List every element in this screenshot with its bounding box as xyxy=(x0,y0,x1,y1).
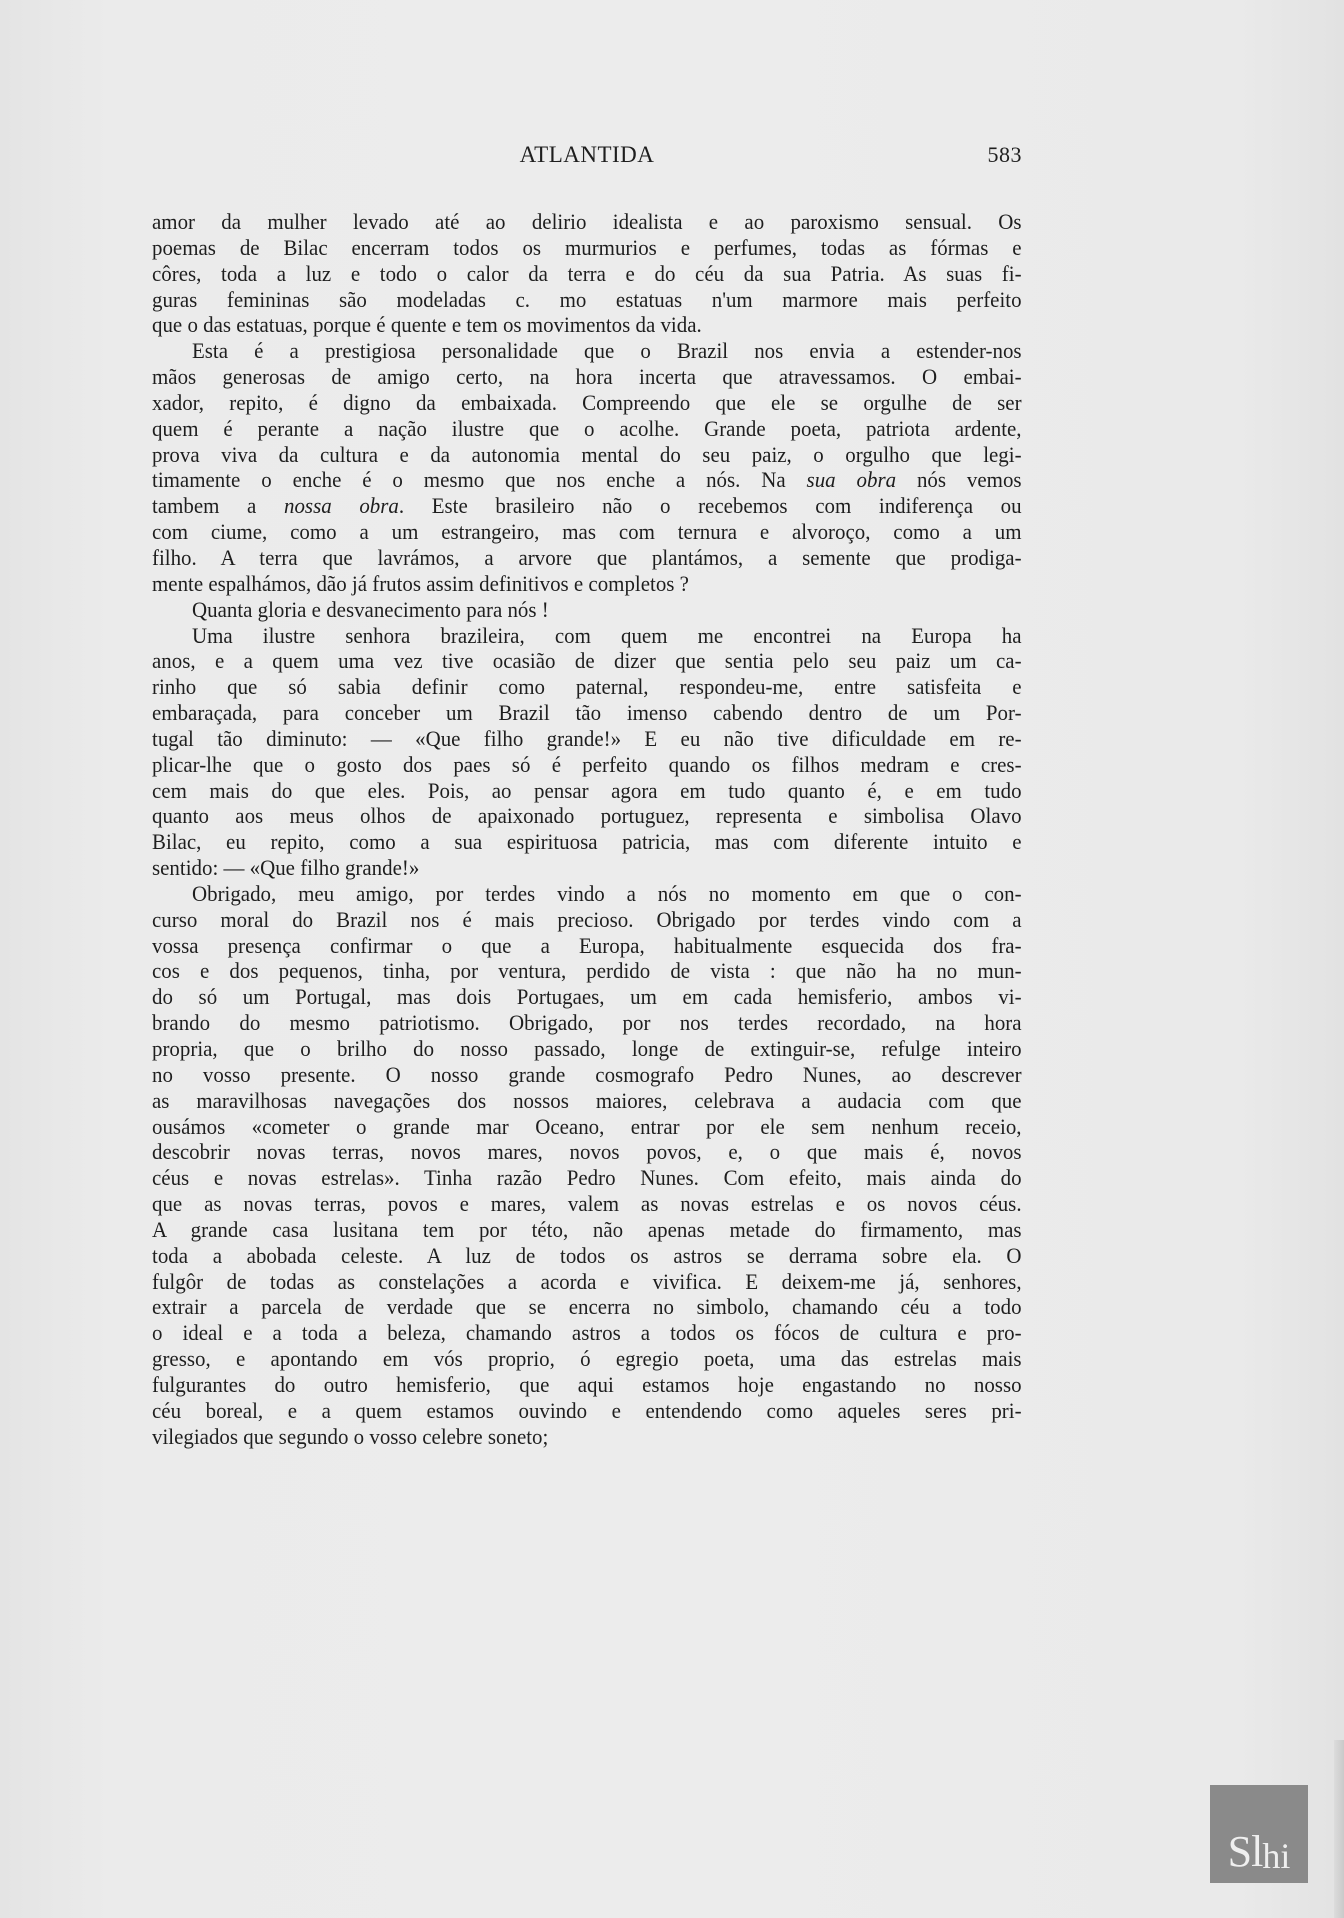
text-line: as maravilhosas navegações dos nossos maiores, celebrava a audacia com que xyxy=(152,1087,1022,1113)
text-line: vilegiados que segundo o vosso celebre soneto; xyxy=(152,1423,549,1449)
text-line: quanto aos meus olhos de apaixonado portuguez, representa e simbolisa Olavo xyxy=(152,803,1022,829)
text-line: céu boreal, e a quem estamos ouvindo e entendendo como aqueles seres pri- xyxy=(152,1397,1022,1423)
text-line: descobrir novas terras, novos mares, novos povos, e, o que mais é, novos xyxy=(152,1139,1022,1165)
text-line: A grande casa lusitana tem por této, não apenas metade do firmamento, mas xyxy=(152,1216,1022,1242)
text-line xyxy=(152,493,1022,519)
text-line: fulgôr de todas as constelações a acorda e vivifica. E deixem-me já, senhores, xyxy=(152,1268,1022,1294)
text-line: prova viva da cultura e da autonomia mental do seu paiz, o orgulho que legi- xyxy=(152,441,1022,467)
paragraph-start-line: Esta é a prestigiosa personalidade que o Brazil nos envia a estender-nos xyxy=(191,338,1022,364)
text-line: curso moral do Brazil nos é mais precioso. Obrigado por terdes vindo com a xyxy=(152,906,1022,932)
text-line: anos, e a quem uma vez tive ocasião de dizer que sentia pelo seu paiz um ca- xyxy=(152,648,1022,674)
page-number: 583 xyxy=(987,142,1022,167)
text-line: ousámos «cometer o grande mar Oceano, entrar por ele sem nenhum receio, xyxy=(152,1113,1022,1139)
text-line: com ciume, como a um estrangeiro, mas com ternura e alvoroço, como a um xyxy=(152,519,1022,545)
text-segment: tambem a xyxy=(152,493,285,519)
text-line: mãos generosas de amigo certo, na hora incerta que atravessamos. O embai- xyxy=(152,364,1022,390)
text-line: propria, que o brilho do nosso passado, longe de extinguir-se, refulge inteiro xyxy=(152,1036,1022,1061)
paragraph-start-line: Obrigado, meu amigo, por terdes vindo a nós no momento em que o con- xyxy=(191,880,1022,906)
text-line: côres, toda a luz e todo o calor da terra e do céu da sua Patria. As suas fi- xyxy=(152,260,1022,286)
text-line: mente espalhámos, dão já frutos assim definitivos e completos ? xyxy=(152,570,689,596)
text-segment: . Este brasileiro não o recebemos com indiferença ou xyxy=(398,493,1022,519)
italic-phrase: nossa obra xyxy=(284,493,399,519)
logo-text-tail: hi xyxy=(1262,1836,1291,1876)
journal-title: ATLANTIDA xyxy=(519,142,655,167)
text-line: fulgurantes do outro hemisferio, que aqui estamos hoje engastando no nosso xyxy=(152,1371,1022,1397)
text-line: cos e dos pequenos, tinha, por ventura, perdido de vista : que não ha no mun- xyxy=(152,958,1022,984)
slhi-logo xyxy=(1210,1785,1308,1883)
text-line: plicar-lhe que o gosto dos paes só é perfeito quando os filhos medram e cres- xyxy=(152,751,1022,777)
text-line: gresso, e apontando em vós proprio, ó egregio poeta, uma das estrelas mais xyxy=(152,1346,1022,1372)
logo-text-main: Sl xyxy=(1227,1827,1263,1876)
text-line: guras femininas são modeladas c. mo estatuas n'um marmore mais perfeito xyxy=(152,286,1022,312)
paragraph-start-line: Quanta gloria e desvanecimento para nós ! xyxy=(191,596,549,622)
text-line: filho. A terra que lavrámos, a arvore que plantámos, a semente que prodiga- xyxy=(152,544,1022,570)
text-line: tugal tão diminuto: — «Que filho grande!» E eu não tive dificuldade em re- xyxy=(152,725,1022,751)
text-line: que as novas terras, povos e mares, valem as novas estrelas e os novos céus. xyxy=(152,1191,1022,1217)
text-line: o ideal e a toda a beleza, chamando astros a todos os fócos de cultura e pro- xyxy=(152,1320,1022,1346)
text-line: que o das estatuas, porque é quente e tem os movimentos da vida. xyxy=(152,312,702,338)
text-line xyxy=(152,467,1022,493)
paragraph-start-line: Uma ilustre senhora brazileira, com quem me encontrei na Europa ha xyxy=(191,622,1022,648)
text-line: no vosso presente. O nosso grande cosmografo Pedro Nunes, ao descrever xyxy=(152,1061,1022,1087)
text-line: céus e novas estrelas». Tinha razão Pedro Nunes. Com efeito, mais ainda do xyxy=(152,1165,1022,1191)
text-line: quem é perante a nação ilustre que o acolhe. Grande poeta, patriota ardente, xyxy=(152,415,1022,441)
text-line: Bilac, eu repito, como a sua espirituosa patricia, mas com diferente intuito e xyxy=(152,829,1022,855)
page-edge-shadow xyxy=(1334,1740,1344,1918)
text-line: vossa presença confirmar o que a Europa, habitualmente esquecida dos fra- xyxy=(152,932,1022,958)
italic-phrase: sua obra xyxy=(806,467,897,493)
text-line: cem mais do que eles. Pois, ao pensar agora em tudo quanto é, e em tudo xyxy=(152,777,1022,803)
text-line: rinho que só sabia definir como paternal, respondeu-me, entre satisfeita e xyxy=(152,674,1022,700)
text-line: brando do mesmo patriotismo. Obrigado, por nos terdes recordado, na hora xyxy=(152,1010,1022,1036)
text-line: toda a abobada celeste. A luz de todos os astros se derrama sobre ela. O xyxy=(152,1242,1022,1268)
text-line: amor da mulher levado até ao delirio idealista e ao paroxismo sensual. Os xyxy=(152,209,1022,234)
running-head xyxy=(152,142,1022,172)
text-line: extrair a parcela de verdade que se encerra no simbolo, chamando céu a todo xyxy=(152,1294,1022,1320)
text-line: embaraçada, para conceber um Brazil tão imenso cabendo dentro de um Por- xyxy=(152,700,1022,726)
text-line: xador, repito, é digno da embaixada. Compreendo que ele se orgulhe de ser xyxy=(152,389,1022,415)
text-line: poemas de Bilac encerram todos os murmurios e perfumes, todas as fórmas e xyxy=(152,234,1022,260)
text-segment: timamente o enche é o mesmo que nos enche a nós. Na xyxy=(152,467,807,493)
body-text xyxy=(152,209,1022,1450)
text-segment: nós vemos xyxy=(896,467,1022,493)
text-line: sentido: — «Que filho grande!» xyxy=(152,855,420,881)
text-line: do só um Portugal, mas dois Portugaes, um em cada hemisferio, ambos vi- xyxy=(152,984,1022,1010)
